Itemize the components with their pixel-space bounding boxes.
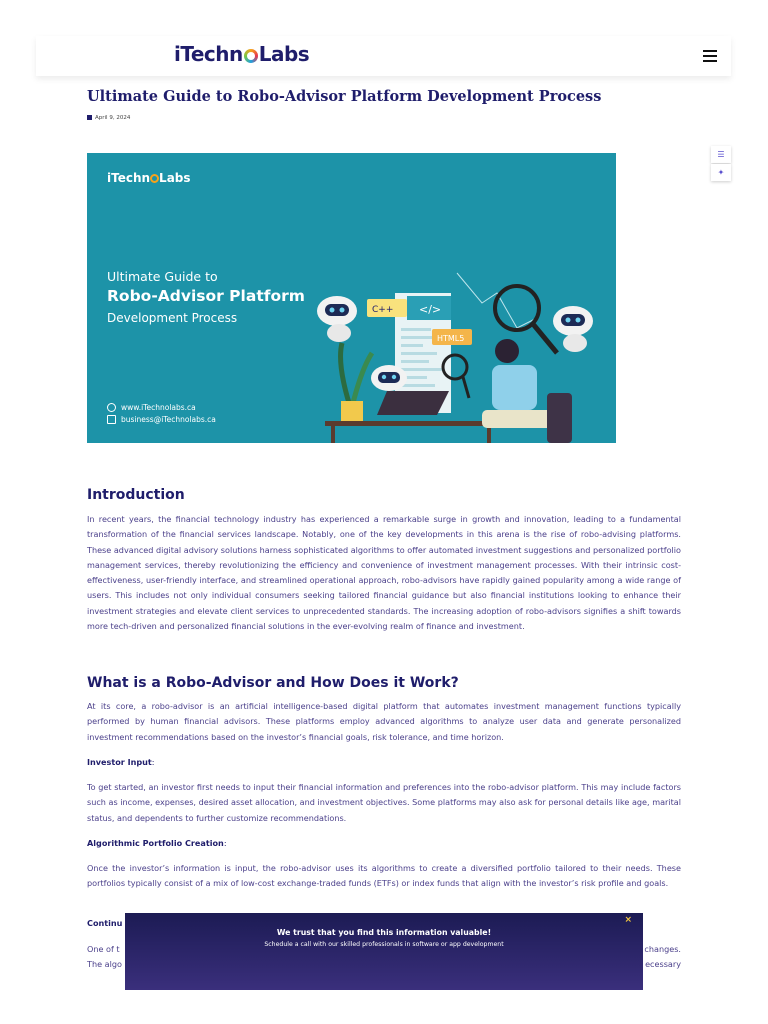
html5-badge-label: HTML5 [437, 334, 465, 343]
floating-side-toolbar [711, 146, 731, 182]
hero-line-2: Robo-Advisor Platform [107, 287, 305, 305]
hero-line-1: Ultimate Guide to [107, 269, 218, 284]
portfolio-creation-paragraph: Once the investor’s information is input, the robo-advisor uses its algorithms to create a diversified portfolio tailored to their needs. These portfolios typically consist of a mix of low-cost exchange-traded funds (ETFs) or index funds that align with the investor’s risk profile and goals. [87, 863, 681, 889]
hero-contact: www.iTechnolabs.ca business@iTechnolabs.ca [107, 402, 216, 426]
sparkle-icon[interactable]: ✦ [711, 164, 731, 181]
magnifier-large [495, 286, 539, 330]
mail-icon [107, 415, 116, 424]
what-heading: What is a Robo-Advisor and How Does it Work? [87, 675, 459, 691]
plant [341, 343, 372, 421]
continuous-paragraph-partial: One of t changes. The algo ecessary [87, 944, 681, 970]
menu-icon[interactable] [703, 50, 717, 62]
intro-paragraph: In recent years, the financial technology industry has experienced a remarkable surge in growth and innovation, leading to a fundamental transformation of the financial services landscape. Notably, one of the key developments in this arena is the rise of robo-advising platforms. These advanced digital advisory solutions harness sophisticated algorithms to offer automated investment suggestions and personalized portfolio management services, thereby revolutionizing the efficiency and convenience of investment management processes. With their intrinsic cost-effectiveness, user-friendly interface, and streamlined operational approach, robo-advisors have rapidly gained popularity among a wide range of users. This includes not only individual consumers seeking tailored financial guidance but also financial institutions looking to enhance their investment strategies and elevate client services to unprecedented standards. The increasing adoption of robo-advisors signifies a shift towards more tech-driven and personalized financial solutions in the ever-evolving realm of finance and investment. [87, 514, 681, 632]
chair [547, 393, 572, 443]
hero-logo: iTechn Labs [107, 171, 191, 185]
investor-input-subheading: Investor Input: [87, 757, 155, 767]
logo-ring-icon [244, 49, 258, 63]
continuous-subheading: Continu [87, 918, 123, 928]
globe-icon [107, 403, 116, 412]
site-logo[interactable]: iTechn Labs [174, 42, 310, 66]
cta-banner[interactable] [125, 913, 643, 990]
close-icon[interactable]: × [624, 915, 632, 925]
hero-illustration [87, 153, 616, 443]
robot-right [553, 306, 593, 352]
calendar-icon [87, 115, 92, 120]
table-of-contents-icon[interactable]: ☰ [711, 146, 731, 163]
site-header [36, 36, 731, 76]
robot-bottom [371, 365, 407, 391]
person-body [492, 365, 537, 410]
cpp-badge-label: C++ [372, 305, 394, 315]
portfolio-creation-subheading: Algorithmic Portfolio Creation: [87, 838, 227, 848]
banner-subtitle: Schedule a call with our skilled professionals in software or app development [264, 941, 504, 948]
article-date: April 9, 2024 [87, 115, 130, 121]
desk-top [325, 421, 495, 426]
person-head [495, 339, 519, 363]
banner-title: We trust that you find this information valuable! [276, 928, 492, 937]
robot-left [317, 296, 357, 342]
investor-input-paragraph: To get started, an investor first needs to input their financial information and preferences into the robo-advisor platform. This may include factors such as income, expenses, desired asset allocation, and investment objectives. Some platforms may also ask for personal details like age, marital status, and dependents to further customize recommendations. [87, 782, 681, 823]
what-paragraph: At its core, a robo-advisor is an artificial intelligence-based digital platform that automates investment management functions typically performed by human financial advisors. These platforms employ advanced algorithms to analyze user data and generate personalized investment recommendations based on the investor’s financial goals, risk tolerance, and time horizon. [87, 701, 681, 742]
code-tag-label: </> [419, 303, 442, 316]
hero-line-3: Development Process [107, 311, 238, 325]
laptop [377, 391, 449, 415]
intro-heading: Introduction [87, 487, 185, 503]
article-title: Ultimate Guide to Robo-Advisor Platform Development Process [87, 88, 602, 105]
hero-image [87, 153, 616, 443]
